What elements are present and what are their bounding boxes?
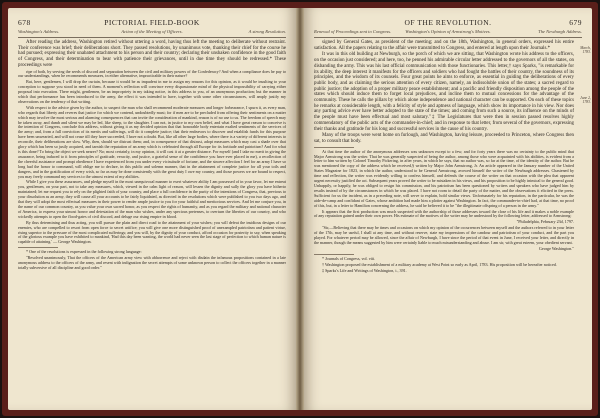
paragraph: By thus determining and thus acting, you will pursue the plain and direct road to the attainment of your wishes; you will defeat the insidious designs of our enemies, who are compelled to resort from open force to secret artifice; you will give one more distinguished proof of unexampled patriotism and patient virtue, rising superior to the pressure of the most complicated sufferings; and you will, by the dignity of your conduct, afford occasion for posterity to say, when speaking of the glorious example you have exhibited to mankind, 'Had this day been wanting, the world had never seen the last stage of perfection to which human nature is capable of attaining.' — George Washington. xyxy=(18,219,286,245)
running-title: PICTORIAL FIELD-BOOK xyxy=(104,18,200,27)
subhead: Washington's Address. xyxy=(18,29,60,34)
running-title: OF THE REVOLUTION. xyxy=(404,18,492,27)
right-subheads xyxy=(314,29,582,38)
right-page xyxy=(304,8,592,410)
footnote: ‡ Sparks's Life and Writings of Washington, i., 391. xyxy=(322,267,407,273)
paragraph: With respect to the advice given by the author, to suspect the man who shall recommend moderate measures and longer forbearance, I spurn it, as every man, who regards that liberty and reveres that justice for which we contend, undoubtedly must; for if men are to be precluded from offering their sentiments on a matter which may involve the most serious and alarming consequences that can invite the consideration of mankind, reason is of no use to us. The freedom of speech may be taken away, and dumb and silent we may be led, like sheep, to the slaughter. I can not, in justice to my own belief, and what I have great reason to conceive is the intention of Congress, conclude this address, without giving it as my decided opinion that that honorable body entertain exalted sentiments of the services of the army; and, from a full conviction of its merits and sufferings, will do it complete justice; that their endeavors to discover and establish funds for this purpose have been unwearied, and will not cease till they have succeeded, I have not a doubt. But, like all other large bodies, where there is a variety of different interests to reconcile, their deliberations are slow. Why, then, should we distrust them; and, in consequence of that distrust, adopt measures which may cast a shade over that glory which has been so justly acquired, and tarnish the reputation of an army which is celebrated through all Europe for its fortitude and patriotism? And for what is this done? To bring the object we seek nearer? No; most certainly, in my opinion, it will cast it at a greater distance. For myself (and I take no merit in giving the assurance, being induced to it from principles of gratitude, veracity, and justice, a grateful sense of the confidence you have ever placed in me), a recollection of the cheerful assistance and prompt obedience I have experienced from you under every vicissitude of fortune, and the sincere affection I feel for an army I have so long had the honor to command, will oblige me to declare, in this public and solemn manner, that in the attainment of complete justice for all your toils and dangers, and in the gratification of every wish, so far as may be done consistently with the great duty I owe my country, and those powers we are bound to respect, you may freely command my services to the utmost extent of my abilities. xyxy=(18,104,287,179)
subhead: Renewal of Proceedings sent to Congress. xyxy=(314,29,392,34)
footnote: * Journals of Congress, vol. viii. xyxy=(322,255,376,261)
book-gutter xyxy=(296,8,304,410)
left-page xyxy=(8,8,296,410)
letter-text: "Sir,—Believing that there may be times and occasions on which my opinion of the occurrences between myself and the authors referred to in your letter of the 17th, may be useful, I shall at any time, and without reserve, state my impressions of the candour and patriotism of your conduct, and the part you played. For whatever period may be allowed, since the affair of Newburgh, I have since the period of that event in June, I received your letter, and directly in the manner, though the means suggested by him were certainly liable to much misunderstanding and abuse. I am sir, with great esteem, your obedient servant. xyxy=(314,225,574,245)
paragraph: After reading the address, Washington retired without uttering a word, having thus left the meeting to deliberate without restraint. Their conference was brief; their deliberations short. They passed resolutions, by unanimous vote, thanking their chief for the course he had pursued; expressing their unabated attachment to his person and their country; declaring their unshaken confidence in the good faith of Congress, and their determination to bear with patience their grievances, until in due time they should be redressed.* These proceedings were xyxy=(18,40,286,68)
footnote-rule xyxy=(18,247,58,248)
footnote: * One of the resolutions is expressed in the following strong language: xyxy=(26,249,142,255)
paragraph: While I give you these assurances, and pledge myself in the most unequivocal manner to exert whatever ability I am possessed of in your favor, let me entreat you, gentlemen, on your part, not to take any measures, which, viewed in the calm light of reason, will lessen the dignity and sully the glory you have hitherto maintained; let me request you to rely on the plighted faith of your country, and place a full confidence in the purity of the intentions of Congress, that, previous to your dissolution as an army, they will cause all your accounts to be fairly liquidated, as directed in the resolutions which were published to you two days ago, and that they will adopt the most effectual measures in their power to render ample justice to you for your faithful and meritorious services. And let me conjure you, in the name of our common country, as you value your own sacred honor, as you respect the rights of humanity, and as you regard the military and national character of America, to express your utmost horror and detestation of the man who wishes, under any specious pretenses, to overturn the liberties of our country, and who wickedly attempts to open the flood-gates of civil discord, and deluge our rising empire in blood. xyxy=(18,179,286,219)
letter-date: "Philadelphia, February 23d, 1797. xyxy=(516,219,574,225)
paragraph: But, here, gentlemen, I will drop the curtain, because it would be as impudent in me to assign my reasons for this opinion, as it would be insulting to your conception to suppose you stood in need of them. A moment's reflection will convince every dispassionate mind of the physical impossibility of carrying either proposal into execution. There might, gentlemen, be an impropriety in my taking notice, in this address to you, of an anonymous production; but the manner in which that performance has been introduced to the army, the effect it was intended to have, together with some other circumstances, will amply justify my observations on the tendency of that writing. xyxy=(18,79,286,104)
subhead: Washington's Opinion of Armstrong's Motives. xyxy=(405,29,491,34)
subhead: Action of the Meeting of Officers. xyxy=(121,29,183,34)
signature: George Washington." xyxy=(538,245,574,251)
footnote: † Washington proposed the establishment of a military academy at West Point so early as April, 1783. His proposition will be hereafter noticed. xyxy=(322,261,557,267)
footnote-rule xyxy=(314,254,354,255)
margin-note: June 2, 1783. xyxy=(580,96,591,105)
paragraph: signed by General Gates, as president of the meeting; and on the 18th, Washington, in general orders, expressed his entire satisfaction. All the papers relating to the affair were transmitted to Congress, and entered at length upon their Journals.* xyxy=(314,40,574,51)
subhead: The Newburgh Address. xyxy=(538,29,582,34)
margin-note: March, 1783. xyxy=(580,46,591,55)
footnote: "Resolved unanimously, That the officers of the American army view with abhorrence and reject with disdain the infamous propositions contained in a late anonymous address to the officers of the army, and resent with indignation the secret attempts of some unknown person to collect the officers together in a manner totally subversive of all discipline and good order." xyxy=(18,255,286,270)
left-page-body xyxy=(18,40,286,402)
paragraph: Many of the troops were went home on furlough, and Washington, having leisure, proceeded to Princeton, where Congress then sat, to consult that body. xyxy=(314,133,574,144)
right-page-body xyxy=(314,40,574,402)
paragraph: At that time the author of the anonymous addresses was unknown except to a few; and for forty years there was no certainty to the public mind that Major Armstrong was the writer. That he was generally suspected of being the author, among those who were acquainted with his abilities, is evident from a letter to him written by Colonel Timothy Pickering, in after years, in which he says, that no author was, so far at the time, of the identity of the author. But he was mentioned the copy of the address which he received,§ written by Major John Armstrong, Jr. An article appeared in the January number of the United States Magazine for 1823, in which the author, understood to be General Armstrong, avowed himself the writer of the Newburgh addresses. Chastened by time and reflection, the writer was evidently willing to confess himself, and defends the course of the writer on that occasion with the plea that apparent urgent necessity justified the act. Subsequent years proved the writer to be mistaken in his views, and his proposition to be highly inimical to the general good. Unhappily, or happily, he was obliged to resign his commission, and his patriotism has been questioned by writers and speakers who have judged him by results instead of by the circumstances in which he was placed. I have not room to detail the party of the matter, and the observations it elicited in the press. Sufficient for us the incident, as in a preceding note, will serve to explain, hold similar views. Unfortunately for his reputation, in the particular, he was the aide-de-camp and confidant of Gates, whose ambition had made him a plotter against Washington. In fact, the commander-in-chief had, at that time, no proof of this, but, in a letter to Hamilton concerning the address, he said he believed it to be "the illegitimate offspring of a person in the army." xyxy=(314,148,574,208)
paragraph: It was in this old building at Newburgh, so the porch of which we are sitting, that Washington wrote his address to the officers, on the occasion just considered; and here, too, he penned his admirable circular letter addressed to the governors of all the states, on disbanding the army. This was his last official communication with those functionaries. This letter,† says Sparks, "is remarkable for its ability, the deep interest it manifests for the officers and soldiers who had fought the battles of their country, the soundness of its principles, and the wisdom of its counsels. Four great points he aims to enforce, as essential in guiding the deliberations of every public body, and as claiming the serious attention of every citizen, namely, an indissoluble union of the states; a sacred regard to public justice; the adoption of a proper military peace establishment; and a pacific and friendly disposition among the people of the states which should induce them to forget local prejudices, and incline them to mutual concessions for the advantage of the community. These he calls the pillars by which alone independence and national character can be supported. On each of these topics he remarks at considerable length, with a felicity of style and aptness of language, which show its importance in his view. Nor does any parting advice ever have better adopted to the state of the times; and coming from such a source, its influence on the minds of the people must have been effectual and most salutary."‡ The Legislatures that were then in session passed resolves highly commendatory of the public acts of the commander-in-chief; and in response to that letter, from several of the governors, expressing their thanks and gratitude for his long and successful services in the cause of his country. xyxy=(314,52,574,132)
open-book xyxy=(2,2,598,416)
paragraph: ripe of both, by serving the seeds of discord and separation between the civil and military powers of the Confederacy? And when a compliance does he pay to our understandings, when he recommends measures, in either alternative, impracticable in their nature? xyxy=(18,68,286,79)
paragraph: It appears that the first production was much suspected with the authorship of those addresses toward the close of his life and it makes a noble example of any reputation gained under their own power. His estimate of the motives of the writer may be understood by the following letter, addressed to Armstrong: xyxy=(314,208,574,219)
left-subheads xyxy=(18,29,286,38)
right-page-header xyxy=(314,18,582,28)
page-number: 679 xyxy=(569,18,582,27)
footnote-rule xyxy=(314,147,354,148)
left-page-header xyxy=(18,18,286,28)
page-number: 678 xyxy=(18,18,31,27)
subhead: A strong Resolution. xyxy=(248,29,286,34)
